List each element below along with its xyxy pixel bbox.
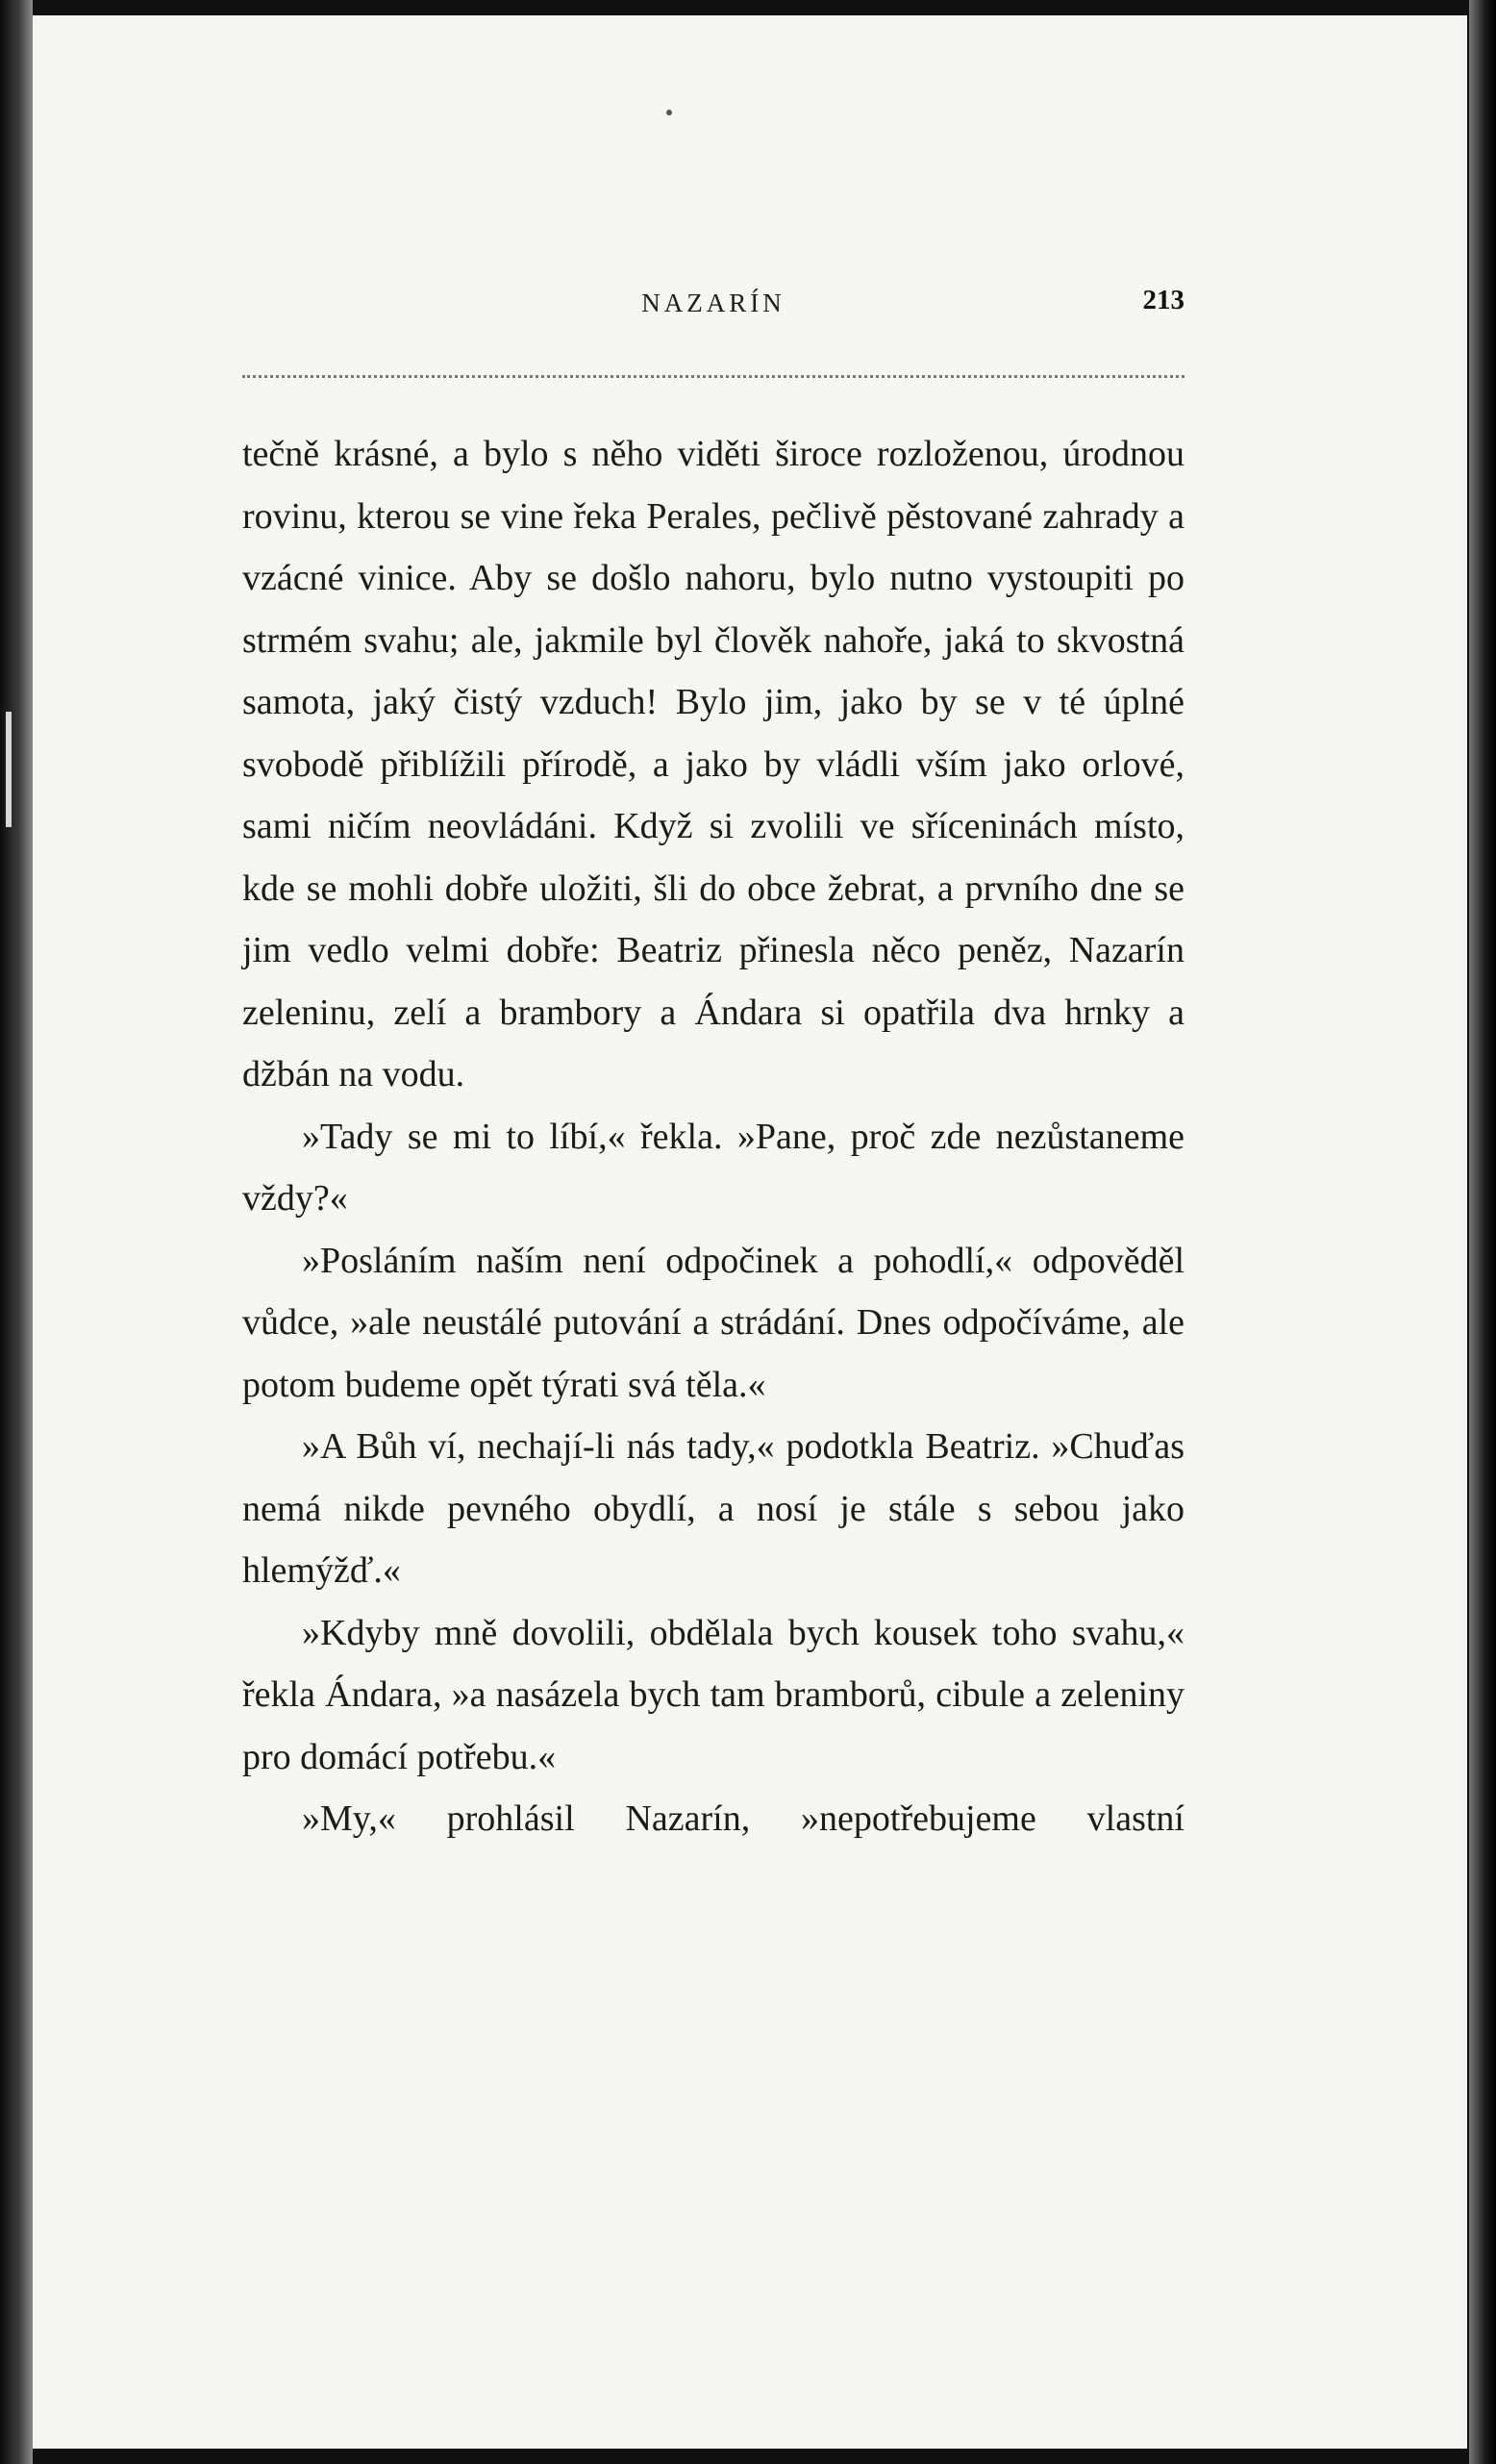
paragraph: »Tady se mi to líbí,« řekla. »Pane, proč zde nezůstaneme vždy?«: [242, 1116, 1184, 1219]
paragraph: »Posláním naším není odpočinek a pohodlí,« odpověděl vůdce, »ale neustálé putování a strádání. Dnes odpočíváme, ale potom budeme opět týrati svá těla.«: [242, 1240, 1184, 1405]
page-number: 213: [1142, 285, 1184, 315]
scan-right-edge: [1469, 0, 1496, 2464]
header-rule: [242, 375, 1184, 378]
paper-speck: [666, 110, 672, 115]
running-title: NAZARÍN: [641, 289, 785, 317]
paragraph: »A Bůh ví, nechají-li nás tady,« podotkla Beatriz. »Chuďas nemá nikde pevného obydlí, a nosí je stále s sebou jako hlemýžď.«: [242, 1426, 1184, 1591]
paragraph: »My,« prohlásil Nazarín, »nepotřebujeme vlastní: [302, 1798, 1184, 1839]
paragraph: »Kdyby mně dovolili, obdělala bych kousek toho svahu,« řekla Ándara, »a nasázela bych tam bramborů, cibule a zeleniny pro domácí potřebu.«: [242, 1612, 1184, 1777]
body-text: [242, 423, 1184, 1850]
scan-left-edge: [0, 0, 33, 2464]
paragraph: tečně krásné, a bylo s něho viděti široce rozloženou, úrodnou rovinu, kterou se vine řeka Perales, pečlivě pěstované zahrady a vzácné vinice. Aby se došlo nahoru, bylo nutno vystoupiti po strmém svahu; ale, jakmile byl člověk nahoře, jaká to skvostná samota, jaký čistý vzduch! Bylo jim, jako by se v té úplné svobodě přiblížili přírodě, a jako by vládli vším jako orlové, sami ničím neovládáni. Když si zvolili ve sříceninách místo, kde se mohli dobře uložiti, šli do obce žebrat, a prvního dne se jim vedlo velmi dobře: Beatriz přinesla něco peněz, Nazarín zeleninu, zelí a brambory a Ándara si opatřila dva hrnky a džbán na vodu.: [242, 434, 1184, 1094]
page-header: [242, 285, 1184, 327]
